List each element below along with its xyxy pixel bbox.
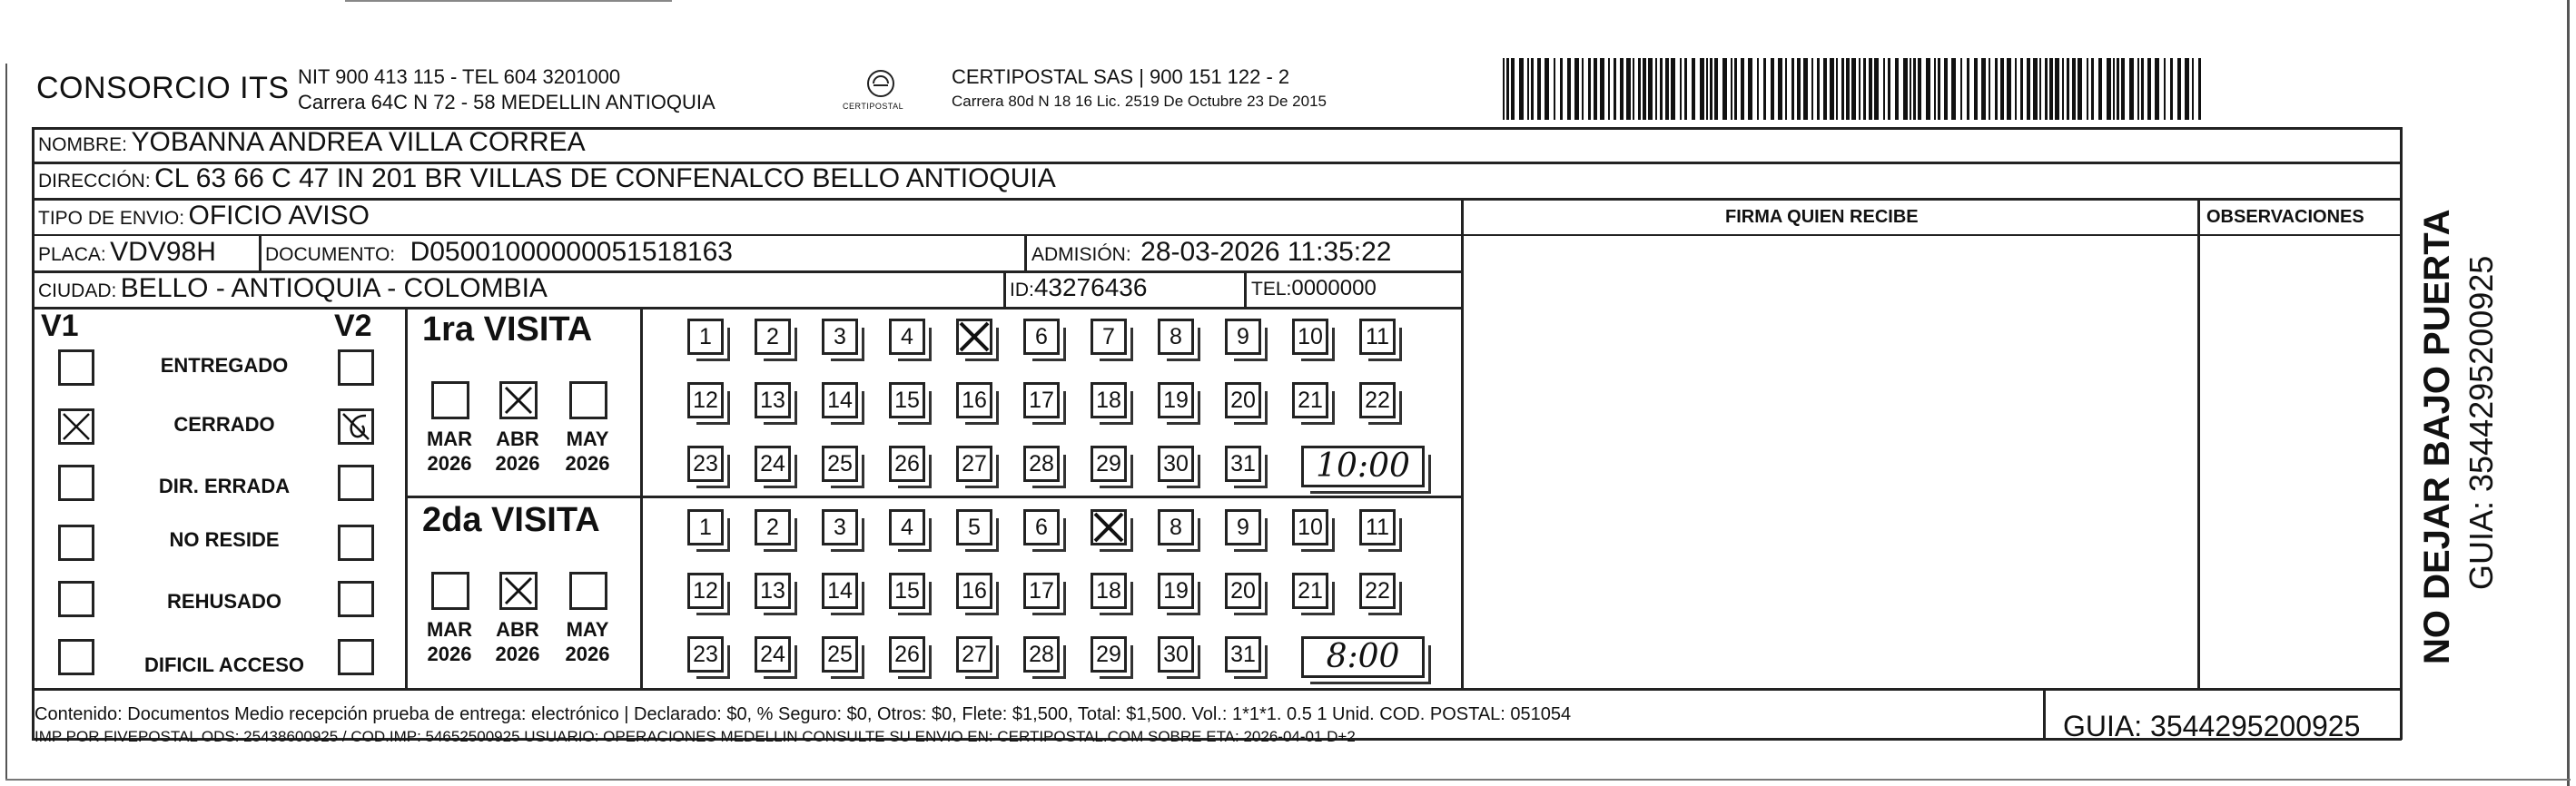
barcode-bar — [1903, 58, 1908, 120]
barcode-bar — [1626, 58, 1631, 120]
barcode-bar — [2039, 58, 2041, 120]
company-name: CONSORCIO ITS — [36, 71, 290, 105]
firma-header: FIRMA QUIEN RECIBE — [1725, 207, 1919, 227]
barcode-bar — [1836, 58, 1838, 120]
v2-checkbox[interactable] — [338, 408, 374, 445]
barcode-bar — [1660, 58, 1663, 120]
visit-time: 8:00 — [1301, 636, 1425, 678]
barcode-bar — [2087, 58, 2088, 120]
barcode-bar — [2078, 58, 2082, 120]
visit-time: 10:00 — [1301, 446, 1425, 487]
barcode-bar — [2015, 58, 2017, 120]
barcode-bar — [1665, 58, 1669, 120]
barcode-bar — [1700, 58, 1704, 120]
month-checkbox[interactable] — [431, 572, 469, 610]
barcode-bar — [2155, 58, 2159, 120]
row-line-2 — [32, 198, 2402, 201]
status-label: DIR. ERRADA — [158, 475, 291, 497]
day-box[interactable]: 9 — [1225, 319, 1261, 355]
barcode-bar — [2000, 58, 2004, 120]
tel-divider — [1244, 270, 1247, 309]
month-checkbox[interactable] — [569, 381, 607, 419]
barcode-bar — [1830, 58, 1834, 120]
tel-label: TEL: — [1251, 279, 1292, 300]
day-box[interactable]: 30 — [1158, 446, 1194, 482]
barcode-bar — [1588, 58, 1591, 120]
day-box[interactable]: 28 — [1023, 446, 1060, 482]
v1-checkbox[interactable] — [58, 639, 94, 675]
id-divider — [1003, 270, 1006, 309]
barcode-bar — [1537, 58, 1541, 120]
month-label: ABR 2026 — [495, 618, 540, 665]
nombre-label: NOMBRE: — [38, 134, 128, 155]
barcode-bar — [1600, 58, 1604, 120]
visit-title: 2da VISITA — [422, 501, 600, 539]
barcode-bar — [1638, 58, 1641, 120]
day-box[interactable]: 15 — [889, 382, 925, 418]
barcode-bar — [1519, 58, 1524, 120]
day-box[interactable]: 19 — [1158, 382, 1194, 418]
admision-value: 28-03-2026 11:35:22 — [1140, 237, 1392, 267]
barcode-bar — [1888, 58, 1890, 120]
barcode-bar — [2049, 58, 2053, 120]
documento-value: D05001000000051518163 — [410, 237, 733, 267]
barcode — [1503, 58, 2202, 120]
barcode-bar — [1851, 58, 1856, 120]
admision-cell — [1031, 237, 1391, 268]
day-box[interactable]: 8 — [1158, 509, 1194, 545]
v2-header: V2 — [334, 309, 372, 343]
v2-checkbox[interactable] — [338, 581, 374, 617]
month-label: ABR 2026 — [495, 427, 540, 475]
status-label: DIFICIL ACCESO — [143, 653, 304, 676]
barcode-bar — [2177, 58, 2181, 120]
barcode-bar — [1655, 58, 1657, 120]
side-guia: GUIA: 3544295200925 — [2462, 255, 2500, 590]
barcode-bar — [1981, 58, 1986, 120]
barcode-bar — [1706, 58, 1708, 120]
row-line-5 — [32, 307, 1464, 309]
barcode-bar — [1785, 58, 1787, 120]
barcode-bar — [1859, 58, 1860, 120]
v1-checkbox[interactable] — [58, 349, 94, 386]
day-box[interactable]: 20 — [1225, 573, 1261, 609]
month-checkbox[interactable] — [499, 572, 538, 610]
day-box[interactable]: 31 — [1225, 636, 1261, 673]
barcode-bar — [1944, 58, 1948, 120]
barcode-bar — [1918, 58, 1921, 120]
barcode-bar — [1883, 58, 1885, 120]
barcode-bar — [1763, 58, 1766, 120]
barcode-bar — [2113, 58, 2115, 120]
day-box[interactable]: 31 — [1225, 446, 1261, 482]
barcode-bar — [1913, 58, 1916, 120]
v1-checkbox[interactable] — [58, 525, 94, 561]
day-box[interactable]: 16 — [956, 573, 992, 609]
v2-checkbox[interactable] — [338, 639, 374, 675]
day-box[interactable]: 17 — [1023, 382, 1060, 418]
footer-content: Contenido: Documentos Medio recepción prueba de entrega: electrónico | Declarado: $0, % Seguro: $0, Otros: $0, Flete: $1,500, Total: $1,500. Vol.: 1*1*1. 0.5 1 Unid. COD. POSTAL: 051054 — [35, 704, 1572, 724]
barcode-bar — [2072, 58, 2076, 120]
direccion-value: CL 63 66 C 47 IN 201 BR VILLAS DE CONFENALCO BELLO ANTIOQUIA — [154, 163, 1056, 193]
day-box[interactable]: 6 — [1023, 509, 1060, 545]
day-box[interactable]: 14 — [822, 382, 858, 418]
documento-label: DOCUMENTO: — [265, 244, 396, 265]
footer-imp: IMP POR FIVEPOSTAL ODS: 25438600925 / COD.IMP: 54652500925 USUARIO: OPERACIONES MEDELLIN CONSULTE SU ENVIO EN: CERTIPOSTAL.COM SOBRE ETA: 2026-04-01 D+2 — [35, 728, 1356, 745]
barcode-bar — [1951, 58, 1956, 120]
day-box[interactable]: 13 — [755, 573, 791, 609]
day-box[interactable]: 2 — [755, 509, 791, 545]
barcode-bar — [1531, 58, 1534, 120]
day-box[interactable]: 6 — [1023, 319, 1060, 355]
barcode-bar — [1574, 58, 1579, 120]
barcode-bar — [1633, 58, 1634, 120]
frame-right — [2400, 127, 2403, 740]
day-box[interactable]: 14 — [822, 573, 858, 609]
certipostal-title: CERTIPOSTAL SAS | 900 151 122 - 2 — [952, 65, 1290, 88]
barcode-bar — [1960, 58, 1962, 120]
day-box[interactable]: 3 — [822, 319, 858, 355]
barcode-bar — [1748, 58, 1752, 120]
barcode-bar — [1926, 58, 1930, 120]
day-box[interactable]: 2 — [755, 319, 791, 355]
barcode-bar — [2170, 58, 2173, 120]
admision-divider — [1024, 234, 1027, 272]
day-box[interactable]: 19 — [1158, 573, 1194, 609]
day-box[interactable]: 4 — [889, 509, 925, 545]
logo-caption: CERTIPOSTAL — [843, 102, 904, 111]
top-edge-line — [345, 0, 672, 2]
day-box[interactable]: 13 — [755, 382, 791, 418]
v2-checkbox[interactable] — [338, 465, 374, 501]
barcode-bar — [1817, 58, 1820, 120]
row-line-3 — [32, 234, 2402, 236]
day-box[interactable]: 12 — [687, 573, 724, 609]
barcode-bar — [1846, 58, 1850, 120]
day-box[interactable]: 23 — [687, 636, 724, 673]
barcode-bar — [2107, 58, 2111, 120]
v1-checkbox[interactable] — [58, 408, 94, 445]
tel-cell — [1251, 276, 1377, 301]
day-box[interactable]: 1 — [687, 509, 724, 545]
barcode-bar — [1778, 58, 1782, 120]
visit-title: 1ra VISITA — [422, 310, 593, 349]
visit-divider — [407, 496, 1464, 498]
observaciones-header: OBSERVACIONES — [2206, 207, 2364, 227]
day-box[interactable]: 26 — [889, 636, 925, 673]
day-box[interactable]: 7 — [1091, 319, 1127, 355]
month-label: MAY 2026 — [565, 427, 610, 475]
month-label: MAY 2026 — [565, 618, 610, 665]
day-box[interactable]: 30 — [1158, 636, 1194, 673]
day-box[interactable]: 27 — [956, 636, 992, 673]
barcode-bar — [2192, 58, 2194, 120]
barcode-bar — [1511, 58, 1515, 120]
v2-checkbox[interactable] — [338, 349, 374, 386]
barcode-bar — [2027, 58, 2030, 120]
barcode-bar — [1680, 58, 1682, 120]
barcode-bar — [1671, 58, 1675, 120]
barcode-bar — [1995, 58, 1998, 120]
barcode-bar — [2067, 58, 2069, 120]
tel-value: 0000000 — [1291, 276, 1377, 300]
tipo-label: TIPO DE ENVIO: — [38, 208, 185, 229]
barcode-bar — [1643, 58, 1646, 120]
barcode-bar — [1841, 58, 1844, 120]
v1-checkbox[interactable] — [58, 581, 94, 617]
status-label: ENTREGADO — [160, 354, 289, 377]
barcode-bar — [2185, 58, 2189, 120]
month-label: MAR 2026 — [426, 427, 473, 475]
barcode-bar — [1811, 58, 1813, 120]
doc-divider — [259, 234, 262, 272]
barcode-bar — [1823, 58, 1827, 120]
nombre-value: YOBANNA ANDREA VILLA CORREA — [131, 127, 586, 157]
day-box[interactable]: 10 — [1292, 509, 1328, 545]
barcode-bar — [2020, 58, 2023, 120]
right-edge-line — [2567, 0, 2570, 786]
direccion-label: DIRECCIÓN: — [38, 171, 151, 192]
barcode-bar — [2045, 58, 2048, 120]
day-box[interactable]: 23 — [687, 446, 724, 482]
barcode-bar — [1791, 58, 1794, 120]
tipo-value: OFICIO AVISO — [188, 201, 370, 231]
barcode-bar — [1869, 58, 1872, 120]
barcode-bar — [1974, 58, 1978, 120]
v1-checkbox[interactable] — [58, 465, 94, 501]
ciudad-value: BELLO - ANTIOQUIA - COLOMBIA — [120, 273, 548, 303]
barcode-bar — [2147, 58, 2151, 120]
barcode-bar — [1560, 58, 1563, 120]
barcode-bar — [2164, 58, 2166, 120]
barcode-bar — [1741, 58, 1744, 120]
barcode-bar — [1545, 58, 1549, 120]
barcode-bar — [2121, 58, 2125, 120]
barcode-bar — [2198, 58, 2201, 120]
barcode-bar — [1614, 58, 1616, 120]
day-box[interactable]: 25 — [822, 636, 858, 673]
barcode-bar — [1895, 58, 1899, 120]
day-box[interactable]: 20 — [1225, 382, 1261, 418]
status-label: NO RESIDE — [169, 528, 280, 551]
row-line-6 — [32, 688, 2402, 691]
barcode-bar — [1620, 58, 1624, 120]
barcode-bar — [2129, 58, 2134, 120]
placa-cell — [38, 237, 216, 268]
barcode-bar — [1567, 58, 1571, 120]
month-checkbox[interactable] — [569, 572, 607, 610]
id-label: ID: — [1010, 280, 1034, 300]
barcode-bar — [1797, 58, 1801, 120]
day-box[interactable]: 12 — [687, 382, 724, 418]
day-box[interactable]: 18 — [1091, 573, 1127, 609]
barcode-bar — [1582, 58, 1584, 120]
guia-divider — [2043, 688, 2046, 740]
barcode-bar — [1608, 58, 1610, 120]
certipostal-address: Carrera 80d N 18 16 Lic. 2519 De Octubre 23 De 2015 — [952, 93, 1327, 110]
barcode-bar — [1967, 58, 1969, 120]
day-box[interactable]: 8 — [1158, 319, 1194, 355]
barcode-bar — [1863, 58, 1866, 120]
day-box[interactable]: 28 — [1023, 636, 1060, 673]
barcode-bar — [2137, 58, 2139, 120]
id-cell — [1010, 273, 1147, 302]
barcode-bar — [2141, 58, 2144, 120]
obs-divider — [2197, 198, 2200, 690]
barcode-bar — [1684, 58, 1687, 120]
company-address: Carrera 64C N 72 - 58 MEDELLIN ANTIOQUIA — [298, 91, 716, 113]
day-box[interactable]: 11 — [1359, 319, 1396, 355]
status-divider — [405, 307, 408, 690]
company-nit: NIT 900 413 115 - TEL 604 3201000 — [298, 65, 621, 88]
documento-cell — [265, 237, 733, 268]
barcode-bar — [2117, 58, 2119, 120]
day-box[interactable]: 17 — [1023, 573, 1060, 609]
day-box[interactable]: 15 — [889, 573, 925, 609]
day-box[interactable]: 25 — [822, 446, 858, 482]
left-edge-line — [5, 64, 7, 781]
id-value: 43276436 — [1033, 273, 1148, 301]
barcode-bar — [1938, 58, 1940, 120]
ciudad-cell — [38, 273, 548, 304]
day-box[interactable]: 18 — [1091, 382, 1127, 418]
day-box[interactable]: 21 — [1292, 382, 1328, 418]
barcode-bar — [2007, 58, 2011, 120]
day-box[interactable]: 29 — [1091, 446, 1127, 482]
side-notice: NO DEJAR BAJO PUERTA — [2417, 209, 2457, 664]
barcode-bar — [1503, 58, 1505, 120]
barcode-bar — [1710, 58, 1712, 120]
barcode-bar — [1910, 58, 1911, 120]
day-box[interactable]: 24 — [755, 446, 791, 482]
barcode-bar — [1874, 58, 1879, 120]
barcode-bar — [1692, 58, 1695, 120]
bottom-edge-line — [5, 779, 2571, 781]
barcode-bar — [2098, 58, 2102, 120]
day-box[interactable]: 4 — [889, 319, 925, 355]
form-right-divider — [1461, 198, 1464, 690]
barcode-bar — [1731, 58, 1732, 120]
day-box[interactable]: 10 — [1292, 319, 1328, 355]
day-box[interactable]: 3 — [822, 509, 858, 545]
day-box[interactable] — [1091, 509, 1127, 545]
direccion-row — [38, 163, 1056, 194]
nombre-row — [38, 127, 586, 158]
ciudad-label: CIUDAD: — [38, 280, 117, 301]
admision-label: ADMISIÓN: — [1031, 244, 1131, 265]
day-box[interactable]: 16 — [956, 382, 992, 418]
barcode-bar — [2055, 58, 2059, 120]
barcode-bar — [1934, 58, 1936, 120]
barcode-bar — [1506, 58, 1509, 120]
day-box[interactable]: 27 — [956, 446, 992, 482]
month-checkbox[interactable] — [499, 381, 538, 419]
barcode-bar — [2033, 58, 2038, 120]
barcode-bar — [1554, 58, 1555, 120]
day-box[interactable]: 11 — [1359, 509, 1396, 545]
day-box[interactable]: 22 — [1359, 382, 1396, 418]
v1-header: V1 — [41, 309, 79, 343]
month-checkbox[interactable] — [431, 381, 469, 419]
placa-value: VDV98H — [110, 237, 216, 267]
barcode-bar — [1757, 58, 1759, 120]
tipo-row — [38, 201, 370, 231]
day-box[interactable]: 1 — [687, 319, 724, 355]
barcode-bar — [2091, 58, 2094, 120]
day-box[interactable]: 9 — [1225, 509, 1261, 545]
day-box[interactable]: 26 — [889, 446, 925, 482]
month-label: MAR 2026 — [426, 618, 473, 665]
barcode-bar — [1527, 58, 1529, 120]
months-divider — [640, 307, 643, 690]
barcode-bar — [1803, 58, 1808, 120]
barcode-bar — [1734, 58, 1737, 120]
day-box[interactable]: 24 — [755, 636, 791, 673]
day-box[interactable]: 22 — [1359, 573, 1396, 609]
day-box[interactable]: 29 — [1091, 636, 1127, 673]
status-label: REHUSADO — [167, 590, 281, 613]
guia-number: GUIA: 3544295200925 — [2063, 710, 2361, 742]
barcode-bar — [1714, 58, 1718, 120]
barcode-bar — [2062, 58, 2064, 120]
barcode-bar — [1989, 58, 1990, 120]
day-box[interactable]: 21 — [1292, 573, 1328, 609]
frame-left — [32, 127, 35, 740]
status-label: CERRADO — [173, 413, 275, 436]
barcode-bar — [1722, 58, 1727, 120]
day-box[interactable]: 5 — [956, 509, 992, 545]
day-box[interactable] — [956, 319, 992, 355]
barcode-bar — [1594, 58, 1597, 120]
placa-label: PLACA: — [38, 244, 106, 265]
v2-checkbox[interactable] — [338, 525, 374, 561]
barcode-bar — [1648, 58, 1653, 120]
barcode-bar — [1771, 58, 1774, 120]
